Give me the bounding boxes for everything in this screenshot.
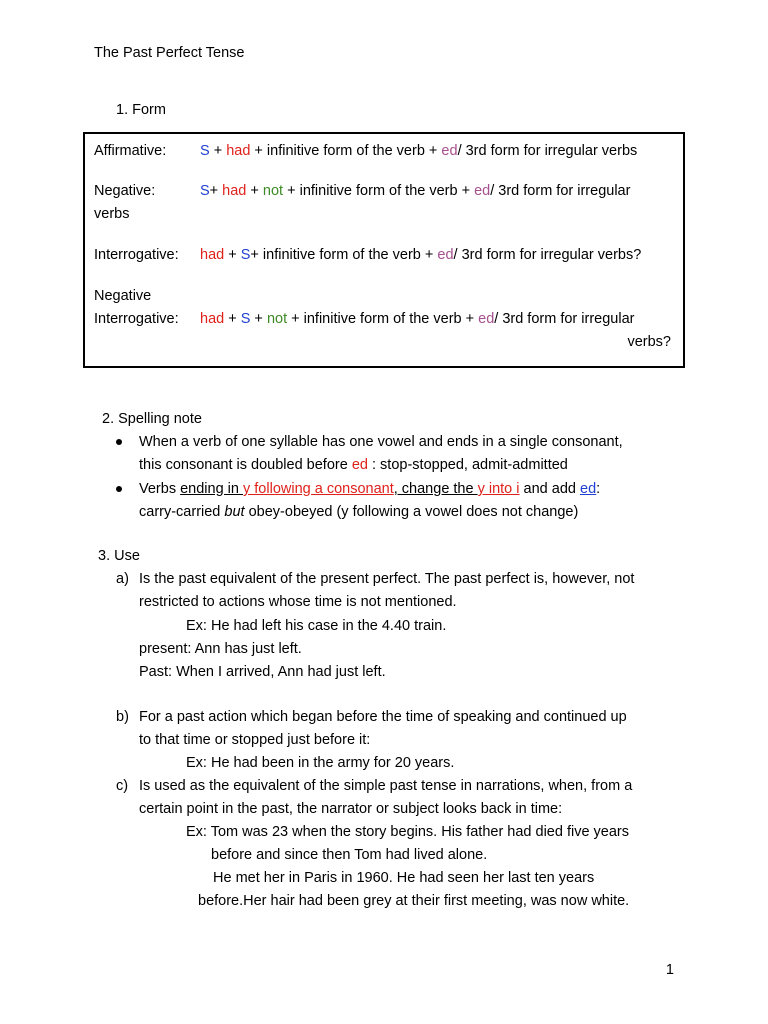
negative-formula: S+ had + not + infinitive form of the verb + ed/ 3rd form for irregular	[200, 183, 631, 199]
spelling-note-1-line1: When a verb of one syllable has one vowel and ends in a single consonant,	[139, 434, 623, 450]
use-c-example-line1: Ex: Tom was 23 when the story begins. His father had died five years	[186, 824, 630, 840]
ed-token: ed	[474, 183, 491, 199]
use-c-example-line4: before.Her hair had been grey at their first meeting, was now white.	[198, 893, 630, 909]
had-token: had	[200, 247, 225, 263]
use-b-line1: For a past action which began before the time of speaking and continued up	[139, 709, 627, 725]
negative-interrogative-label-line2: Interrogative:	[94, 311, 179, 327]
use-c-line1: Is used as the equivalent of the simple past tense in narrations, when, from a	[139, 778, 633, 794]
subject-token: S	[200, 143, 210, 159]
use-c-example-line2: before and since then Tom had lived alone.	[211, 847, 488, 863]
ed-token: ed	[437, 247, 454, 263]
spelling-note-1-line2: this consonant is doubled before ed : stop-stopped, admit-admitted	[139, 457, 568, 473]
use-c-line2: certain point in the past, the narrator or subject looks back in time:	[139, 801, 563, 817]
use-b-label: b)	[116, 709, 129, 725]
use-c-example-line3: He met her in Paris in 1960. He had seen her last ten years	[213, 870, 595, 886]
page-title: The Past Perfect Tense	[94, 45, 245, 61]
use-a-line2: restricted to actions whose time is not mentioned.	[139, 594, 457, 610]
use-a-example: Ex: He had left his case in the 4.40 train.	[186, 618, 447, 634]
negative-interrogative-label-line1: Negative	[94, 288, 152, 304]
ed-token: ed	[351, 457, 368, 473]
subject-token: S	[240, 247, 251, 263]
affirmative-label: Affirmative:	[94, 143, 167, 159]
ed-token: ed	[478, 311, 495, 327]
negative-label: Negative:	[94, 183, 156, 199]
section-heading-spelling: 2. Spelling note	[102, 411, 202, 427]
use-a-present: present: Ann has just left.	[139, 641, 302, 657]
interrogative-label: Interrogative:	[94, 247, 179, 263]
affirmative-formula: S + had + infinitive form of the verb + ed/ 3rd form for irregular verbs	[200, 143, 638, 159]
had-token: had	[200, 311, 225, 327]
ed-token: ed	[441, 143, 458, 159]
ed-token: ed	[580, 481, 597, 497]
section-heading-form: 1. Form	[116, 102, 166, 118]
subject-token: S	[240, 311, 251, 327]
use-a-line1: Is the past equivalent of the present perfect. The past perfect is, however, not	[139, 571, 635, 587]
negative-interrogative-formula: had + S + not + infinitive form of the verb + ed/ 3rd form for irregular	[200, 311, 635, 327]
negative-formula-continuation: verbs	[94, 206, 130, 222]
section-heading-use: 3. Use	[98, 548, 140, 564]
use-a-past: Past: When I arrived, Ann had just left.	[139, 664, 386, 680]
negative-interrogative-formula-continuation: verbs?	[627, 334, 671, 350]
not-token: not	[266, 311, 288, 327]
had-token: had	[226, 143, 251, 159]
bullet-icon	[116, 486, 122, 492]
spelling-note-2-line2: carry-carried but obey-obeyed (y following a vowel does not change)	[139, 504, 579, 520]
bullet-icon	[116, 439, 122, 445]
interrogative-formula: had + S+ infinitive form of the verb + ed/ 3rd form for irregular verbs?	[200, 247, 642, 263]
subject-token: S	[200, 183, 210, 199]
use-c-label: c)	[116, 778, 129, 794]
use-a-label: a)	[116, 571, 129, 587]
use-b-example: Ex: He had been in the army for 20 years.	[186, 755, 455, 771]
not-token: not	[262, 183, 284, 199]
use-b-line2: to that time or stopped just before it:	[139, 732, 371, 748]
spelling-note-2-line1: Verbs ending in y following a consonant, change the y into i and add ed:	[139, 481, 601, 497]
had-token: had	[222, 183, 247, 199]
page-number: 1	[665, 962, 674, 978]
